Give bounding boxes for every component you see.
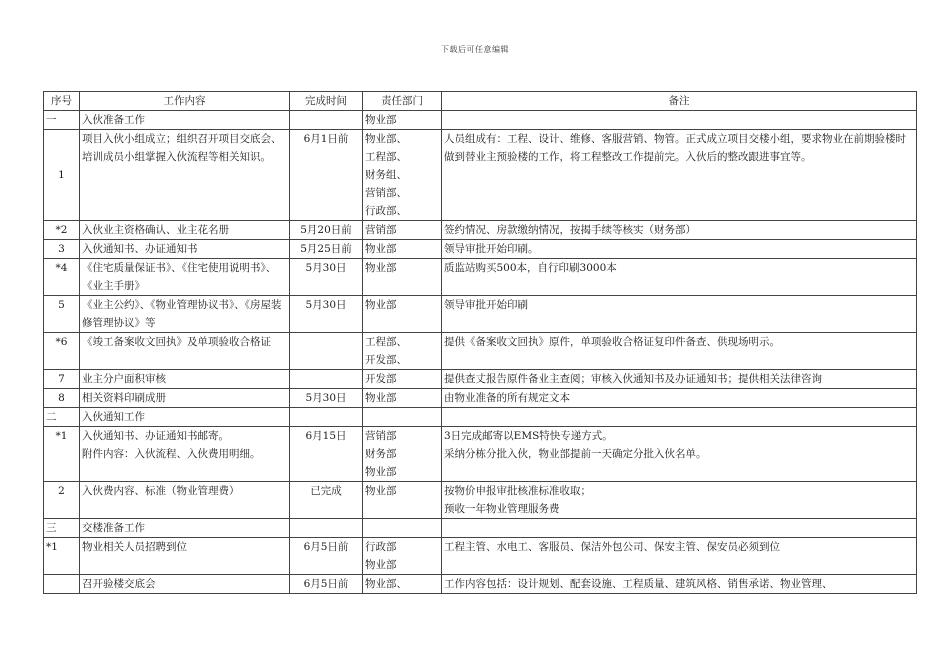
section-no: 一 [44, 111, 80, 130]
row-content: 《竣工备案收文回执》及单项验收合格证 [80, 333, 290, 370]
row-no: *1 [44, 427, 80, 482]
note-line: 按物价申报审批核准标准收取； [444, 485, 591, 497]
content-line: 入伙通知书、办证通知书邮寄。 [82, 430, 229, 442]
row-time: 已完成 [290, 482, 363, 519]
header-no: 序号 [44, 92, 80, 111]
row-note: 工程主管、水电工、客服员、保洁外包公司、保安主管、保安员必须到位 [442, 538, 917, 575]
row-dept [363, 538, 442, 575]
row-note: 领导审批开始印刷。 [442, 240, 917, 259]
row-no: *1 [44, 538, 80, 575]
row-note [442, 427, 917, 482]
dept-line: 营销部、 [365, 187, 407, 199]
section-row [44, 519, 917, 538]
row-content: 业主分户面积审核 [80, 370, 290, 389]
row-content: 入伙费内容、标准（物业管理费） [80, 482, 290, 519]
dept-line: 物业部 [365, 559, 397, 571]
row-note: 质监站购买500本，自行印刷3000本 [442, 259, 917, 296]
row-time: 6月5日前 [290, 538, 363, 575]
section-title: 交楼准备工作 [80, 519, 290, 538]
work-plan-table [43, 91, 917, 594]
row-content: 相关资料印刷成册 [80, 389, 290, 408]
row-note: 提供《备案收文回执》原件，单项验收合格证复印件备查、供现场明示。 [442, 333, 917, 370]
row-no: *2 [44, 221, 80, 240]
row-note [442, 482, 917, 519]
content-line: 附件内容：入伙流程、入伙费用明细。 [82, 448, 261, 460]
header-note: 备注 [442, 92, 917, 111]
table-row [44, 389, 917, 408]
row-content [80, 427, 290, 482]
dept-line: 营销部 [365, 430, 397, 442]
header-content: 工作内容 [80, 92, 290, 111]
row-content: 召开验楼交底会 [80, 575, 290, 594]
row-dept: 物业部 [363, 259, 442, 296]
section-no: 二 [44, 408, 80, 427]
row-content: 项目入伙小组成立；组织召开项目交底会、培训成员小组掌握入伙流程等相关知识。 [80, 130, 290, 221]
row-no: 3 [44, 240, 80, 259]
row-content: 物业相关人员招聘到位 [80, 538, 290, 575]
row-time: 5月20日前 [290, 221, 363, 240]
row-no: 7 [44, 370, 80, 389]
row-time [290, 333, 363, 370]
section-title: 入伙准备工作 [80, 111, 290, 130]
row-dept: 物业部 [363, 482, 442, 519]
note-line: 3日完成邮寄以EMS特快专递方式。 [444, 430, 613, 442]
table-row [44, 427, 917, 482]
row-dept [363, 130, 442, 221]
table-row [44, 296, 917, 333]
table-row [44, 221, 917, 240]
table-row [44, 130, 917, 221]
section-row [44, 408, 917, 427]
row-dept: 物业部 [363, 389, 442, 408]
dept-line: 物业部、 [365, 133, 407, 145]
dept-line: 工程部、 [365, 151, 407, 163]
row-time: 6月1日前 [290, 130, 363, 221]
row-dept: 物业部、 [363, 575, 442, 594]
section-row [44, 111, 917, 130]
section-no: 三 [44, 519, 80, 538]
row-content: 《业主公约》、《物业管理协议书》、《房屋装修管理协议》等 [80, 296, 290, 333]
dept-line: 物业部 [365, 466, 397, 478]
row-note: 领导审批开始印刷 [442, 296, 917, 333]
header-time: 完成时间 [290, 92, 363, 111]
dept-line: 工程部、 [365, 336, 407, 348]
table-row [44, 575, 917, 594]
section-title: 入伙通知工作 [80, 408, 290, 427]
row-dept [363, 333, 442, 370]
row-no: 2 [44, 482, 80, 519]
table-row [44, 538, 917, 575]
dept-line: 开发部、 [365, 354, 407, 366]
header-dept: 责任部门 [363, 92, 442, 111]
row-note: 工作内容包括：设计规划、配套设施、工程质量、建筑风格、销售承诺、物业管理、 [442, 575, 917, 594]
row-time: 6月15日 [290, 427, 363, 482]
note-line: 预收一年物业管理服务费 [444, 503, 560, 515]
note-line: 采纳分栋分批入伙，物业部提前一天确定分批入伙名单。 [444, 448, 707, 460]
row-time: 5月30日 [290, 389, 363, 408]
row-content: 入伙通知书、办证通知书 [80, 240, 290, 259]
row-dept [363, 427, 442, 482]
table-header-row [44, 92, 917, 111]
table-row [44, 482, 917, 519]
dept-line: 行政部 [365, 541, 397, 553]
watermark-text: 下载后可任意编辑 [441, 45, 509, 54]
row-note: 由物业准备的所有规定文本 [442, 389, 917, 408]
row-dept: 物业部 [363, 296, 442, 333]
row-no: *6 [44, 333, 80, 370]
row-time: 5月25日前 [290, 240, 363, 259]
table-row [44, 240, 917, 259]
row-time [290, 370, 363, 389]
dept-line: 财务部 [365, 448, 397, 460]
row-note: 人员组成有：工程、设计、维修、客服营销、物管。正式成立项目交楼小组，要求物业在前期验楼时做到替业主预验楼的工作，将工程整改工作提前完。入伙后的整改跟进事宜等。 [442, 130, 917, 221]
dept-line: 行政部、 [365, 205, 407, 217]
row-no: 8 [44, 389, 80, 408]
table-row [44, 259, 917, 296]
row-content: 《住宅质量保证书》、《住宅使用说明书》、《业主手册》 [80, 259, 290, 296]
row-content: 入伙业主资格确认、业主花名册 [80, 221, 290, 240]
row-time: 5月30日 [290, 259, 363, 296]
row-no [44, 575, 80, 594]
row-dept: 开发部 [363, 370, 442, 389]
row-dept: 物业部 [363, 240, 442, 259]
row-dept: 营销部 [363, 221, 442, 240]
row-note: 签约情况、房款缴纳情况，按揭手续等核实（财务部） [442, 221, 917, 240]
row-time: 5月30日 [290, 296, 363, 333]
table-row [44, 370, 917, 389]
row-note: 提供查丈报告原件备业主查阅；审核入伙通知书及办证通知书；提供相关法律咨询 [442, 370, 917, 389]
table-row [44, 333, 917, 370]
section-dept: 物业部 [363, 111, 442, 130]
dept-line: 财务组、 [365, 169, 407, 181]
row-no: 5 [44, 296, 80, 333]
row-time: 6月5日前 [290, 575, 363, 594]
row-no: 1 [44, 130, 80, 221]
row-no: *4 [44, 259, 80, 296]
